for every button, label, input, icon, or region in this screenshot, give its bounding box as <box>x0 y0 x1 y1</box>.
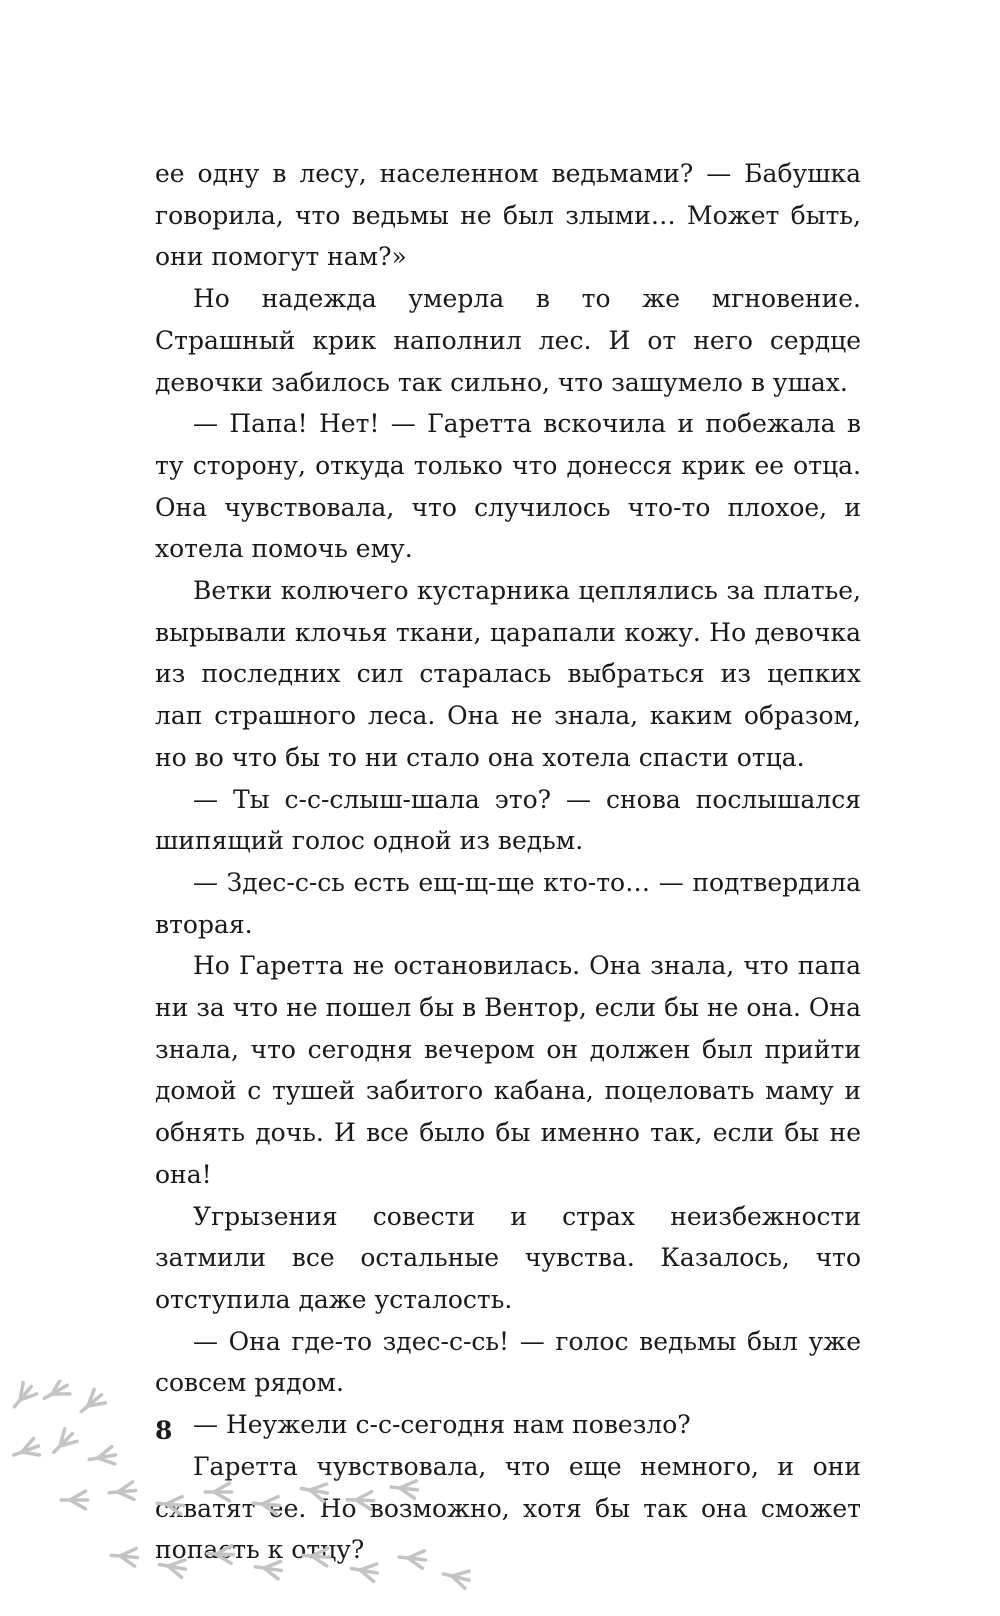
footprint-mark <box>40 1380 72 1406</box>
paragraph-4: Ветки колючего кустарника цеплялись за платье, вырывали клочья ткани, царапали кожу. Но девочка из последних сил старалась выбраться из цепких лап страшного леса. Она не знала, каким образом, но во что бы то ни стало она хотела спасти отца. <box>155 576 861 772</box>
footprint-mark <box>158 1556 187 1578</box>
page-number: 8 <box>155 1416 173 1445</box>
footprint-mark <box>61 1491 87 1509</box>
footprint-mark <box>252 1494 280 1514</box>
paragraph-9: — Она где-то здес-с-сь! — голос ведьмы был уже совсем рядом. <box>155 1326 861 1398</box>
paragraph-7: Но Гаретта не остановилась. Она знала, что папа ни за что не пошел бы в Вентор, если бы не она. Она знала, что сегодня вечером он должен был прийти домой с тушей забитого кабана, поцеловать маму и обнять дочь. И все было бы именно так, если бы не она! <box>155 951 861 1189</box>
footprint-mark <box>207 1545 234 1564</box>
footprint-mark <box>110 1546 138 1566</box>
footprint-mark <box>350 1560 379 1582</box>
paragraph-3: — Папа! Нет! — Гаретта вскочила и побежала в ту сторону, откуда только что донесся крик ее отца. Она чувствовала, что случилось что-то плохое, и хотела помочь ему. <box>155 409 861 564</box>
paragraph-11: Гаретта чувствовала, что еще немного, и они схватят ее. Но возможно, хотя бы так она сможет попасть к отцу? <box>155 1451 861 1565</box>
paragraph-5: — Ты с-с-слыш-шала это? — снова послышался шипящий голос одной из ведьм. <box>155 784 861 856</box>
paragraph-10: — Неужели с-с-сегодня нам повезло? <box>193 1410 691 1440</box>
footprint-mark <box>8 1381 38 1413</box>
footprint-mark <box>88 1446 117 1468</box>
bird-footprints-icon <box>0 1380 520 1616</box>
footprint-mark <box>108 1482 136 1502</box>
paragraph-1: ее одну в лесу, населенном ведьмами? — Бабушка говорила, что ведьмы не был злыми… Может быть, они помогут нам?» <box>155 159 861 272</box>
footprint-mark <box>205 1483 231 1501</box>
footprint-mark <box>254 1558 283 1579</box>
footprint-mark <box>398 1548 426 1568</box>
page-body-text <box>155 153 861 1571</box>
footprint-mark <box>390 1478 418 1498</box>
footprint-mark <box>347 1491 374 1510</box>
footprint-mark <box>441 1565 471 1588</box>
paragraph-6: — Здес-с-сь есть ещ-щ-ще кто-то… — подтвердила вторая. <box>155 867 861 939</box>
footprint-mark <box>300 1480 329 1502</box>
footprint-mark <box>156 1494 184 1514</box>
footprint-mark <box>76 1388 108 1418</box>
paragraph-8: Угрызения совести и страх неизбежности затмили все остальные чувства. Казалось, что отступила даже усталость. <box>155 1201 861 1314</box>
footprint-mark <box>48 1427 79 1458</box>
footprint-mark <box>303 1547 331 1566</box>
paragraph-2: Но надежда умерла в то же мгновение. Страшный крик наполнил лес. И от него сердце девочки забилось так сильно, что зашумело в ушах. <box>155 284 861 397</box>
footprint-mark <box>11 1438 42 1464</box>
